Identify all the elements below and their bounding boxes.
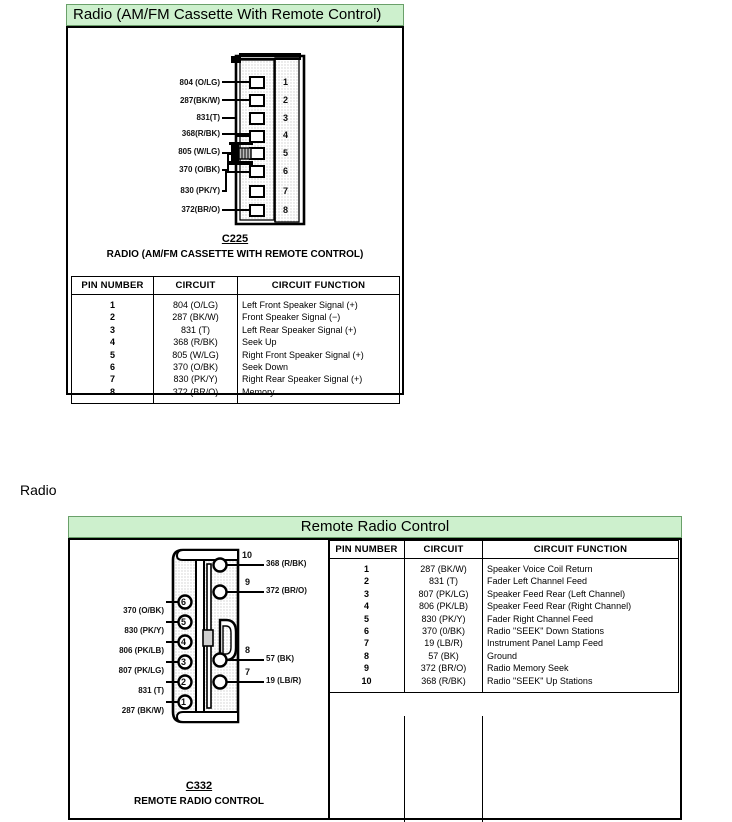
cell-circuit: 806 (PK/LB) <box>405 600 483 612</box>
wire-label-c332-pin7: 19 (LB/R) <box>266 676 302 685</box>
cell-function: Speaker Feed Rear (Right Channel) <box>483 600 679 612</box>
pin-number-c332-8: 8 <box>245 645 251 655</box>
cell-circuit: 830 (PK/Y) <box>154 373 238 385</box>
cell-pin: 1 <box>72 295 154 312</box>
table-row <box>329 662 679 674</box>
cell-function: Fader Right Channel Feed <box>483 613 679 625</box>
pin-number-c332-1: 1 <box>181 697 187 707</box>
cell-circuit: 368 (R/BK) <box>154 336 238 348</box>
cell-circuit: 805 (W/LG) <box>154 349 238 361</box>
cell-pin: 4 <box>329 600 405 612</box>
connector-name-c225: RADIO (AM/FM CASSETTE WITH REMOTE CONTROL) <box>106 249 364 260</box>
cell-circuit: 372 (BR/O) <box>154 386 238 404</box>
table-row <box>72 295 400 312</box>
pin-number-c332-2: 2 <box>181 677 187 687</box>
wire-label-c332-pin9: 372 (BR/O) <box>266 586 307 595</box>
pin-number-2: 2 <box>283 95 289 105</box>
cell-circuit: 19 (LB/R) <box>405 637 483 649</box>
cell-pin: 5 <box>72 349 154 361</box>
connector-caption-c225 <box>68 233 402 260</box>
cell-function: Right Front Speaker Signal (+) <box>238 349 400 361</box>
pin-number-c332-3: 3 <box>181 657 187 667</box>
table-row <box>329 600 679 612</box>
col-circuit-function: CIRCUIT FUNCTION <box>238 277 400 295</box>
connector-id-c332: C332 <box>185 780 213 792</box>
cell-pin: 6 <box>329 625 405 637</box>
wire-label-pin5: 805 (W/LG) <box>178 147 220 156</box>
pin-table-c332 <box>328 540 679 693</box>
panel-body-radio <box>66 26 404 395</box>
pin-number-8: 8 <box>283 205 289 215</box>
cell-circuit: 368 (R/BK) <box>405 675 483 693</box>
cell-function: Seek Down <box>238 361 400 373</box>
wire-label-c332-pin3: 807 (PK/LG) <box>118 666 164 675</box>
radio-label: Radio <box>20 482 57 498</box>
cell-circuit: 287 (BK/W) <box>154 311 238 323</box>
cell-function: Memory <box>238 386 400 404</box>
table-row <box>72 311 400 323</box>
cell-circuit: 372 (BR/O) <box>405 662 483 674</box>
cell-circuit: 807 (PK/LG) <box>405 588 483 600</box>
connector-diagram-c332 <box>70 540 328 807</box>
pin-number-c332-4: 4 <box>181 637 187 647</box>
col-circuit: CIRCUIT <box>154 277 238 295</box>
table-row <box>329 675 679 693</box>
cell-function: Fader Left Channel Feed <box>483 575 679 587</box>
table-lower-divider-1 <box>404 716 405 822</box>
panel-body-remote-radio-control <box>68 538 682 820</box>
cell-pin: 8 <box>72 386 154 404</box>
pin-number-5: 5 <box>283 148 289 158</box>
cell-pin: 7 <box>72 373 154 385</box>
cell-function: Seek Up <box>238 336 400 348</box>
panel-title-radio: Radio (AM/FM Cassette With Remote Control) <box>66 4 404 26</box>
col-circuit: CIRCUIT <box>405 541 483 559</box>
col-pin-number: PIN NUMBER <box>72 277 154 295</box>
cell-pin: 3 <box>329 588 405 600</box>
pin-number-c332-5: 5 <box>181 617 187 627</box>
cell-pin: 5 <box>329 613 405 625</box>
pin-number-c332-9: 9 <box>245 577 251 587</box>
wire-label-pin2: 287(BK/W) <box>179 96 220 105</box>
pin-number-c332-10: 10 <box>242 550 253 560</box>
cell-function: Radio Memory Seek <box>483 662 679 674</box>
wire-label-pin3: 831(T) <box>196 113 220 122</box>
cell-function: Speaker Voice Coil Return <box>483 559 679 576</box>
panel-radio-am-fm-cassette <box>66 4 404 395</box>
cell-pin: 4 <box>72 336 154 348</box>
table-header-row <box>72 277 400 295</box>
panel-title-remote-radio-control: Remote Radio Control <box>68 516 682 538</box>
wire-label-c332-pin5: 830 (PK/Y) <box>124 626 164 635</box>
cell-pin: 8 <box>329 650 405 662</box>
cell-pin: 2 <box>329 575 405 587</box>
wire-label-pin7: 830 (PK/Y) <box>180 186 220 195</box>
table-row <box>329 559 679 576</box>
table-row <box>72 324 400 336</box>
wire-label-c332-pin2: 831 (T) <box>138 686 164 695</box>
connector-name-c332: REMOTE RADIO CONTROL <box>134 796 264 807</box>
pin-number-4: 4 <box>283 130 289 140</box>
cell-circuit: 370 (0/BK) <box>405 625 483 637</box>
cell-pin: 1 <box>329 559 405 576</box>
cell-function: Right Rear Speaker Signal (+) <box>238 373 400 385</box>
wire-label-c332-pin4: 806 (PK/LB) <box>119 646 164 655</box>
cell-circuit: 57 (BK) <box>405 650 483 662</box>
table-row <box>72 386 400 404</box>
table-row <box>329 637 679 649</box>
col-circuit-function: CIRCUIT FUNCTION <box>483 541 679 559</box>
cell-function: Front Speaker Signal (−) <box>238 311 400 323</box>
cell-circuit: 830 (PK/Y) <box>405 613 483 625</box>
cell-pin: 9 <box>329 662 405 674</box>
table-row <box>329 588 679 600</box>
cell-function: Left Rear Speaker Signal (+) <box>238 324 400 336</box>
table-row <box>72 373 400 385</box>
table-header-row <box>329 541 679 559</box>
pin-number-1: 1 <box>283 77 289 87</box>
wire-label-c332-pin8: 57 (BK) <box>266 654 295 663</box>
table-row <box>329 613 679 625</box>
connector-body-c225 <box>68 28 402 228</box>
wire-label-pin4: 368(R/BK) <box>181 129 220 138</box>
cell-circuit: 831 (T) <box>154 324 238 336</box>
table-row <box>72 349 400 361</box>
panel-remote-radio-control <box>68 516 682 820</box>
table-row <box>329 575 679 587</box>
connector-diagram-c225 <box>68 28 402 260</box>
wire-label-c332-pin6: 370 (O/BK) <box>123 606 164 615</box>
table-lower-divider-2 <box>482 716 483 822</box>
connector-caption-c332 <box>70 780 328 807</box>
wire-label-pin1: 804 (O/LG) <box>179 78 220 87</box>
cell-circuit: 287 (BK/W) <box>405 559 483 576</box>
cell-circuit: 831 (T) <box>405 575 483 587</box>
wire-label-c332-pin1: 287 (BK/W) <box>121 706 164 715</box>
pin-number-c332-7: 7 <box>245 667 251 677</box>
pin-number-6: 6 <box>283 166 289 176</box>
table-row <box>72 336 400 348</box>
pin-number-3: 3 <box>283 113 289 123</box>
cell-pin: 3 <box>72 324 154 336</box>
cell-function: Radio "SEEK" Up Stations <box>483 675 679 693</box>
wire-label-c332-pin10: 368 (R/BK) <box>266 559 307 568</box>
cell-pin: 2 <box>72 311 154 323</box>
cell-pin: 7 <box>329 637 405 649</box>
pin-table-c225 <box>71 276 400 404</box>
wire-label-pin6: 370 (O/BK) <box>179 165 220 174</box>
col-pin-number: PIN NUMBER <box>329 541 405 559</box>
pin-number-7: 7 <box>283 186 289 196</box>
connector-id-c225: C225 <box>221 233 249 245</box>
table-row <box>329 625 679 637</box>
cell-pin: 6 <box>72 361 154 373</box>
cell-pin: 10 <box>329 675 405 693</box>
cell-function: Ground <box>483 650 679 662</box>
cell-function: Speaker Feed Rear (Left Channel) <box>483 588 679 600</box>
cell-function: Radio "SEEK" Down Stations <box>483 625 679 637</box>
cell-function: Instrument Panel Lamp Feed <box>483 637 679 649</box>
cell-circuit: 370 (O/BK) <box>154 361 238 373</box>
cell-function: Left Front Speaker Signal (+) <box>238 295 400 312</box>
wire-label-pin8: 372(BR/O) <box>181 205 220 214</box>
pin-number-c332-6: 6 <box>181 597 187 607</box>
table-row <box>329 650 679 662</box>
cell-circuit: 804 (O/LG) <box>154 295 238 312</box>
table-row <box>72 361 400 373</box>
